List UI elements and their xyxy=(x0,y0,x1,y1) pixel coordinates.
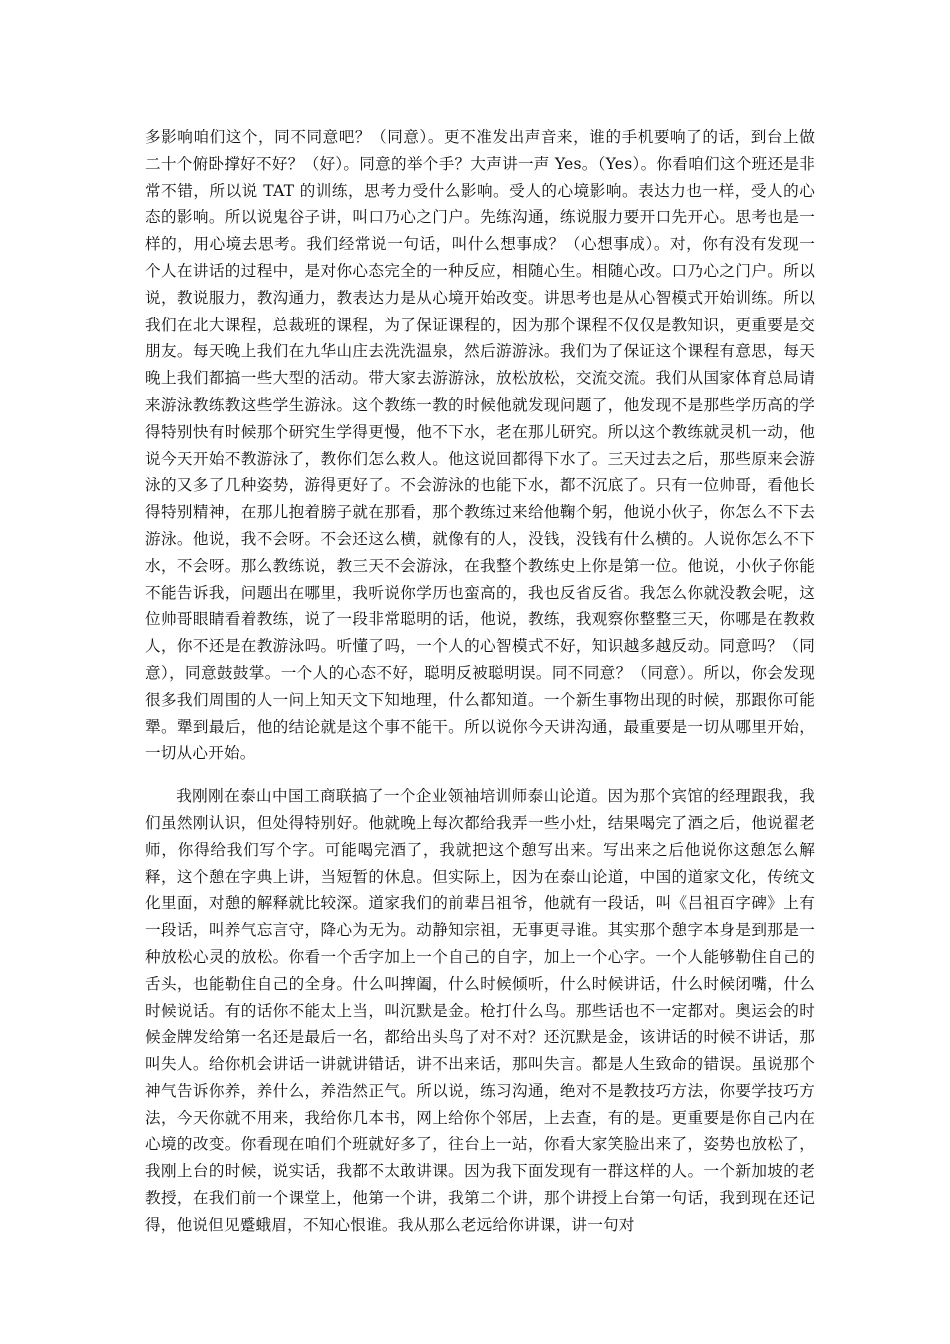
paragraph-1: 多影响咱们这个，同不同意吧？（同意）。更不准发出声音来，谁的手机要响了的话，到台上做二十个俯卧撑好不好？（好）。同意的举个手？大声讲一声 Yes。（Yes）。你看咱们这个班还是非常不错，所以说 TAT 的训练，思考力受什么影响。受人的心境影响。表达力也一样，受人的心态的影响。所以说鬼谷子讲，叫口乃心之门户。先练沟通，练说服力要开口先开心。思考也是一样的，用心境去思考。我们经常说一句话，叫什么想事成？（心想事成）。对，你有没有发现一个人在讲话的过程中，是对你心态完全的一种反应，相随心生。相随心改。口乃心之门户。所以说，教说服力，教沟通力，教表达力是从心境开始改变。讲思考也是从心智模式开始训练。所以我们在北大课程，总裁班的课程，为了保证课程的，因为那个课程不仅仅是教知识，更重要是交朋友。每天晚上我们在九华山庄去洗洗温泉，然后游游泳。我们为了保证这个课程有意思，每天晚上我们都搞一些大型的活动。带大家去游游泳，放松放松，交流交流。我们从国家体育总局请来游泳教练教这些学生游泳。这个教练一教的时候他就发现问题了，他发现不是那些学历高的学得特别快有时候那个研究生学得更慢，他不下水，老在那儿研究。所以这个教练就灵机一动，他说今天开始不教游泳了，教你们怎么救人。他这说回都得下水了。三天过去之后，那些原来会游泳的又多了几种姿势，游得更好了。不会游泳的也能下水，都不沉底了。只有一位帅哥，看他长得特别精神，在那儿抱着膀子就在那看，那个教练过来给他鞠个躬，他说小伙子，你怎么不下去游泳。他说，我不会呀。不会还这么横，就像有的人，没钱，没钱有什么横的。人说你怎么不下水，不会呀。那么教练说，教三天不会游泳，在我整个教练史上你是第一位。他说，小伙子你能不能告诉我，问题出在哪里，我听说你学历也蛮高的，我也反省反省。我怎么你就没教会呢，这位帅哥眼睛看着教练，说了一段非常聪明的话，他说，教练，我观察你整整三天，你哪是在教救人，你不还是在教游泳吗。听懂了吗，一个人的心智模式不好，知识越多越反动。同意吗？（同意），同意鼓鼓掌。一个人的心态不好，聪明反被聪明误。同不同意？（同意）。所以，你会发现很多我们周围的人一问上知天文下知地理，什么都知道。一个新生事物出现的时候，那跟你可能犟。犟到最后，他的结论就是这个事不能干。所以说你今天讲沟通，最重要是一切从哪里开始，一切从心开始。 xyxy=(145,128,815,763)
paragraph-spacer xyxy=(145,767,815,783)
document-body xyxy=(145,124,815,1239)
paragraph-2: 我刚刚在泰山中国工商联搞了一个企业领袖培训师泰山论道。因为那个宾馆的经理跟我，我们虽然刚认识，但处得特别好。他就晚上每次都给我弄一些小灶，结果喝完了酒之后，他说翟老师，你得给我们写个字。可能喝完酒了，我就把这个憩写出来。写出来之后他说你这憩怎么解释，这个憩在字典上讲，当短暂的休息。但实际上，因为在泰山论道，中国的道家文化，传统文化里面，对憩的解释就比较深。道家我们的前辈吕祖爷，他就有一段话，叫《吕祖百字碑》上有一段话，叫养气忘言守，降心为无为。动静知宗祖，无事更寻谁。其实那个憩字本身是到那是一种放松心灵的放松。你看一个舌字加上一个自己的自字，加上一个心字。一个人能够勒住自己的舌头，也能勒住自己的全身。什么叫捭阖，什么时候倾听，什么时候讲话，什么时候闭嘴，什么时候说话。有的话你不能太上当，叫沉默是金。枪打什么鸟。那些话也不一定都对。奥运会的时候金牌发给第一名还是最后一名，都给出头鸟了对不对？还沉默是金，该讲话的时候不讲话，那叫失人。给你机会讲话一讲就讲错话，讲不出来话，那叫失言。都是人生致命的错误。虽说那个神气告诉你养，养什么，养浩然正气。所以说，练习沟通，绝对不是教技巧方法，你要学技巧方法，今天你就不用来，我给你几本书，网上给你个邻居，上去查，有的是。更重要是你自己内在心境的改变。你看现在咱们个班就好多了，往台上一站，你看大家笑脸出来了，姿势也放松了，我刚上台的时候，说实话，我都不太敢讲课。因为我下面发现有一群这样的人。一个新加坡的老教授，在我们前一个课堂上，他第一个讲，我第二个讲，那个讲授上台第一句话，我到现在还记得，他说但见蹙蛾眉，不知心恨谁。我从那么老远给你讲课，讲一句对 xyxy=(145,787,815,1234)
